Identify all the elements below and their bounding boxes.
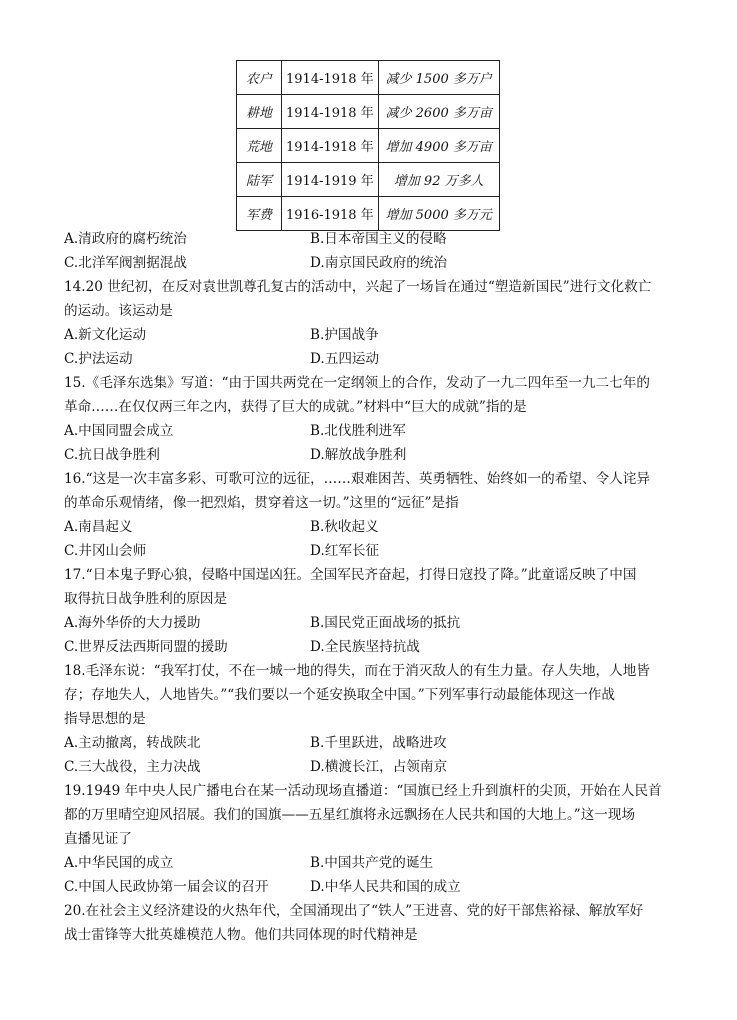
q15-stem-line: 15.《毛泽东选集》写道：“由于国共两党在一定纲领上的合作，发动了一九二四年至一九二七年的 — [64, 375, 650, 391]
q13-option-d: D.南京国民政府的统治 — [310, 255, 448, 271]
q17-stem-line: 取得抗日战争胜利的原因是 — [64, 591, 228, 607]
q19-stem-line: 直播见证了 — [64, 831, 132, 847]
q15-option-a: A.中国同盟会成立 — [64, 423, 174, 439]
q17-stem-line: 17.“日本鬼子野心狼，侵略中国逞凶狂。全国军民齐奋起，打得日寇投了降。”此童谣反映了中国 — [64, 567, 637, 583]
q20-stem-line: 20.在社会主义经济建设的火热年代，全国涌现出了“铁人”王进喜、党的好干部焦裕禄、解放军好 — [64, 903, 644, 919]
table-row — [237, 95, 500, 129]
table-cell-change: 增加 5000 多万元 — [378, 197, 499, 231]
q18-option-c: C.三大战役，主力决战 — [64, 759, 201, 775]
q19-option-a: A.中华民国的成立 — [64, 855, 174, 871]
table-cell-item: 耕地 — [237, 95, 282, 129]
q19-stem-line: 都的万里晴空迎风招展。我们的国旗——五星红旗将永远飘扬在人民共和国的大地上。”这一现场 — [64, 807, 636, 823]
q15-option-c: C.抗日战争胜利 — [64, 447, 160, 463]
q17-option-b: B.国民党正面战场的抵抗 — [310, 615, 461, 631]
q14-option-a: A.新文化运动 — [64, 327, 147, 343]
q15-stem-line: 革命……在仅仅两三年之内，获得了巨大的成就。”材料中“巨大的成就”指的是 — [64, 399, 527, 415]
table-row — [237, 129, 500, 163]
q13-option-b: B.日本帝国主义的侵略 — [310, 231, 447, 247]
q19-stem-line: 19.1949 年中央人民广播电台在某一活动现场直播道：“国旗已经上升到旗杆的尖顶，开始在人民首 — [64, 783, 662, 799]
q20-stem-line: 战士雷锋等大批英雄模范人物。他们共同体现的时代精神是 — [64, 927, 418, 943]
table-cell-change: 减少 1500 多万户 — [378, 61, 499, 95]
q14-stem-line: 14.20 世纪初，在反对袁世凯尊孔复古的活动中，兴起了一场旨在通过“塑造新国民”进行文化救亡 — [64, 279, 652, 295]
table-cell-change: 增加 4900 多万亩 — [378, 129, 499, 163]
q14-option-c: C.护法运动 — [64, 351, 133, 367]
q18-option-a: A.主动撤离，转战陕北 — [64, 735, 201, 751]
table-cell-item: 军费 — [237, 197, 282, 231]
q16-stem-line: 的革命乐观情绪，像一把烈焰，贯穿着这一切。”这里的“远征”是指 — [64, 495, 459, 511]
table-cell-item: 陆军 — [237, 163, 282, 197]
q13-option-a: A.清政府的腐朽统治 — [64, 231, 187, 247]
q15-option-b: B.北伐胜利进军 — [310, 423, 406, 439]
q15-option-d: D.解放战争胜利 — [310, 447, 407, 463]
table-cell-change: 增加 92 万多人 — [378, 163, 499, 197]
q18-option-b: B.千里跃进，战略进攻 — [310, 735, 447, 751]
q17-option-a: A.海外华侨的大力援助 — [64, 615, 201, 631]
q16-option-a: A.南昌起义 — [64, 519, 133, 535]
q18-option-d: D.横渡长江，占领南京 — [310, 759, 448, 775]
q16-option-d: D.红军长征 — [310, 543, 380, 559]
table-row — [237, 61, 500, 95]
table-row — [237, 197, 500, 231]
table-row — [237, 163, 500, 197]
table-cell-item: 农户 — [237, 61, 282, 95]
q19-option-b: B.中国共产党的诞生 — [310, 855, 434, 871]
q18-stem-line: 存；存地失人，人地皆失。”“我们要以一个延安换取全中国。”下列军事行动最能体现这一作战 — [64, 687, 615, 703]
table-cell-period: 1914-1918 年 — [282, 95, 379, 129]
q19-option-d: D.中华人民共和国的成立 — [310, 879, 461, 895]
q16-stem-line: 16.“这是一次丰富多彩、可歌可泣的远征，……艰难困苦、英勇牺牲、始终如一的希望、令人诧异 — [64, 471, 650, 487]
table-cell-change: 减少 2600 多万亩 — [378, 95, 499, 129]
statistics-table — [236, 60, 500, 231]
table-cell-period: 1916-1918 年 — [282, 197, 379, 231]
q17-option-c: C.世界反法西斯同盟的援助 — [64, 639, 228, 655]
table-cell-period: 1914-1918 年 — [282, 61, 379, 95]
q14-option-b: B.护国战争 — [310, 327, 379, 343]
q16-option-b: B.秋收起义 — [310, 519, 379, 535]
q14-option-d: D.五四运动 — [310, 351, 380, 367]
q16-option-c: C.井冈山会师 — [64, 543, 147, 559]
table-cell-period: 1914-1919 年 — [282, 163, 379, 197]
table-cell-item: 荒地 — [237, 129, 282, 163]
q18-stem-line: 18.毛泽东说：“我军打仗，不在一城一地的得失，而在于消灭敌人的有生力量。存人失地，人地皆 — [64, 663, 650, 679]
table-cell-period: 1914-1918 年 — [282, 129, 379, 163]
q19-option-c: C.中国人民政协第一届会议的召开 — [64, 879, 269, 895]
q17-option-d: D.全民族坚持抗战 — [310, 639, 420, 655]
q13-option-c: C.北洋军阀割据混战 — [64, 255, 187, 271]
q18-stem-line: 指导思想的是 — [64, 711, 146, 727]
q14-stem-line: 的运动。该运动是 — [64, 303, 173, 319]
